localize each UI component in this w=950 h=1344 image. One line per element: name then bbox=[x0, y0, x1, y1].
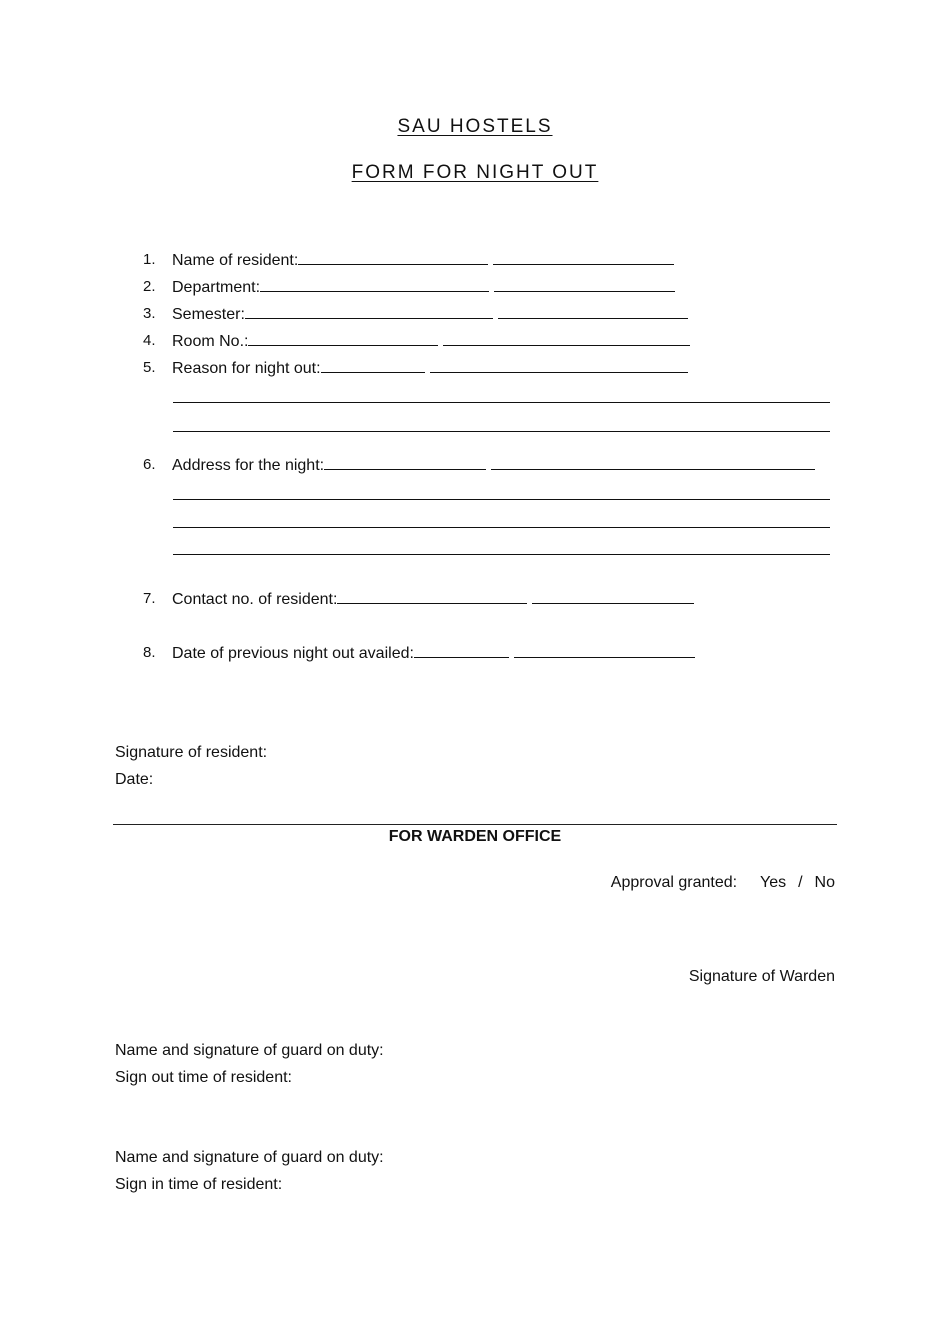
guard-out-label: Name and signature of guard on duty: bbox=[115, 1042, 384, 1059]
field-label-wrap bbox=[172, 303, 688, 326]
field-number: 2. bbox=[143, 278, 156, 295]
department-blank-2[interactable] bbox=[494, 276, 675, 292]
reason-line-2[interactable] bbox=[173, 402, 830, 403]
field-label-wrap bbox=[172, 357, 688, 380]
field-label-wrap bbox=[172, 330, 690, 353]
approval-separator: / bbox=[798, 874, 803, 891]
field-label: Department: bbox=[172, 279, 261, 296]
sign-out-time-label: Sign out time of resident: bbox=[115, 1069, 292, 1086]
semester-blank-1[interactable] bbox=[245, 303, 493, 319]
field-label: Address for the night: bbox=[172, 457, 325, 474]
semester-blank-2[interactable] bbox=[498, 303, 688, 319]
room-blank-1[interactable] bbox=[248, 330, 438, 346]
field-number: 1. bbox=[143, 251, 156, 268]
field-label-wrap bbox=[172, 642, 695, 665]
warden-signature-label: Signature of Warden bbox=[688, 968, 835, 985]
field-label: Room No.: bbox=[172, 333, 249, 350]
field-label: Semester: bbox=[172, 306, 245, 323]
approval-yes[interactable]: Yes bbox=[759, 874, 787, 891]
field-label-wrap bbox=[172, 588, 694, 611]
field-label: Reason for night out: bbox=[172, 360, 321, 377]
field-number: 7. bbox=[143, 590, 156, 607]
reason-line-3[interactable] bbox=[173, 431, 830, 432]
approval-label: Approval granted: bbox=[610, 874, 738, 891]
name-blank-2[interactable] bbox=[493, 249, 674, 265]
approval-row bbox=[611, 872, 835, 894]
field-number: 8. bbox=[143, 644, 156, 661]
field-label-wrap bbox=[172, 249, 674, 272]
resident-signature-label: Signature of resident: bbox=[115, 744, 268, 761]
reason-blank-2[interactable] bbox=[430, 357, 688, 373]
field-number: 5. bbox=[143, 359, 156, 376]
reason-blank-1[interactable] bbox=[321, 357, 425, 373]
address-blank-2[interactable] bbox=[491, 454, 815, 470]
address-line-2[interactable] bbox=[173, 499, 830, 500]
approval-no[interactable]: No bbox=[814, 874, 835, 891]
field-label-wrap bbox=[172, 276, 675, 299]
resident-date-label: Date: bbox=[115, 771, 154, 788]
department-blank-1[interactable] bbox=[260, 276, 489, 292]
contact-blank-2[interactable] bbox=[532, 588, 694, 604]
field-label-wrap bbox=[172, 454, 815, 477]
contact-blank-1[interactable] bbox=[337, 588, 527, 604]
guard-in-label: Name and signature of guard on duty: bbox=[115, 1149, 384, 1166]
field-label: Contact no. of resident: bbox=[172, 591, 338, 608]
room-blank-2[interactable] bbox=[443, 330, 690, 346]
field-number: 4. bbox=[143, 332, 156, 349]
field-label: Date of previous night out availed: bbox=[172, 645, 414, 662]
previous-date-blank-1[interactable] bbox=[414, 642, 509, 658]
address-blank-1[interactable] bbox=[324, 454, 486, 470]
previous-date-blank-2[interactable] bbox=[514, 642, 695, 658]
address-line-3[interactable] bbox=[173, 527, 830, 528]
field-number: 3. bbox=[143, 305, 156, 322]
name-blank-1[interactable] bbox=[298, 249, 488, 265]
field-number: 6. bbox=[143, 456, 156, 473]
address-line-4[interactable] bbox=[173, 554, 830, 555]
warden-section-title: FOR WARDEN OFFICE bbox=[388, 828, 562, 845]
sign-in-time-label: Sign in time of resident: bbox=[115, 1176, 283, 1193]
warden-divider bbox=[113, 824, 837, 825]
field-label: Name of resident: bbox=[172, 252, 299, 269]
org-title: SAU HOSTELS bbox=[397, 116, 553, 137]
form-title: FORM FOR NIGHT OUT bbox=[351, 162, 599, 183]
